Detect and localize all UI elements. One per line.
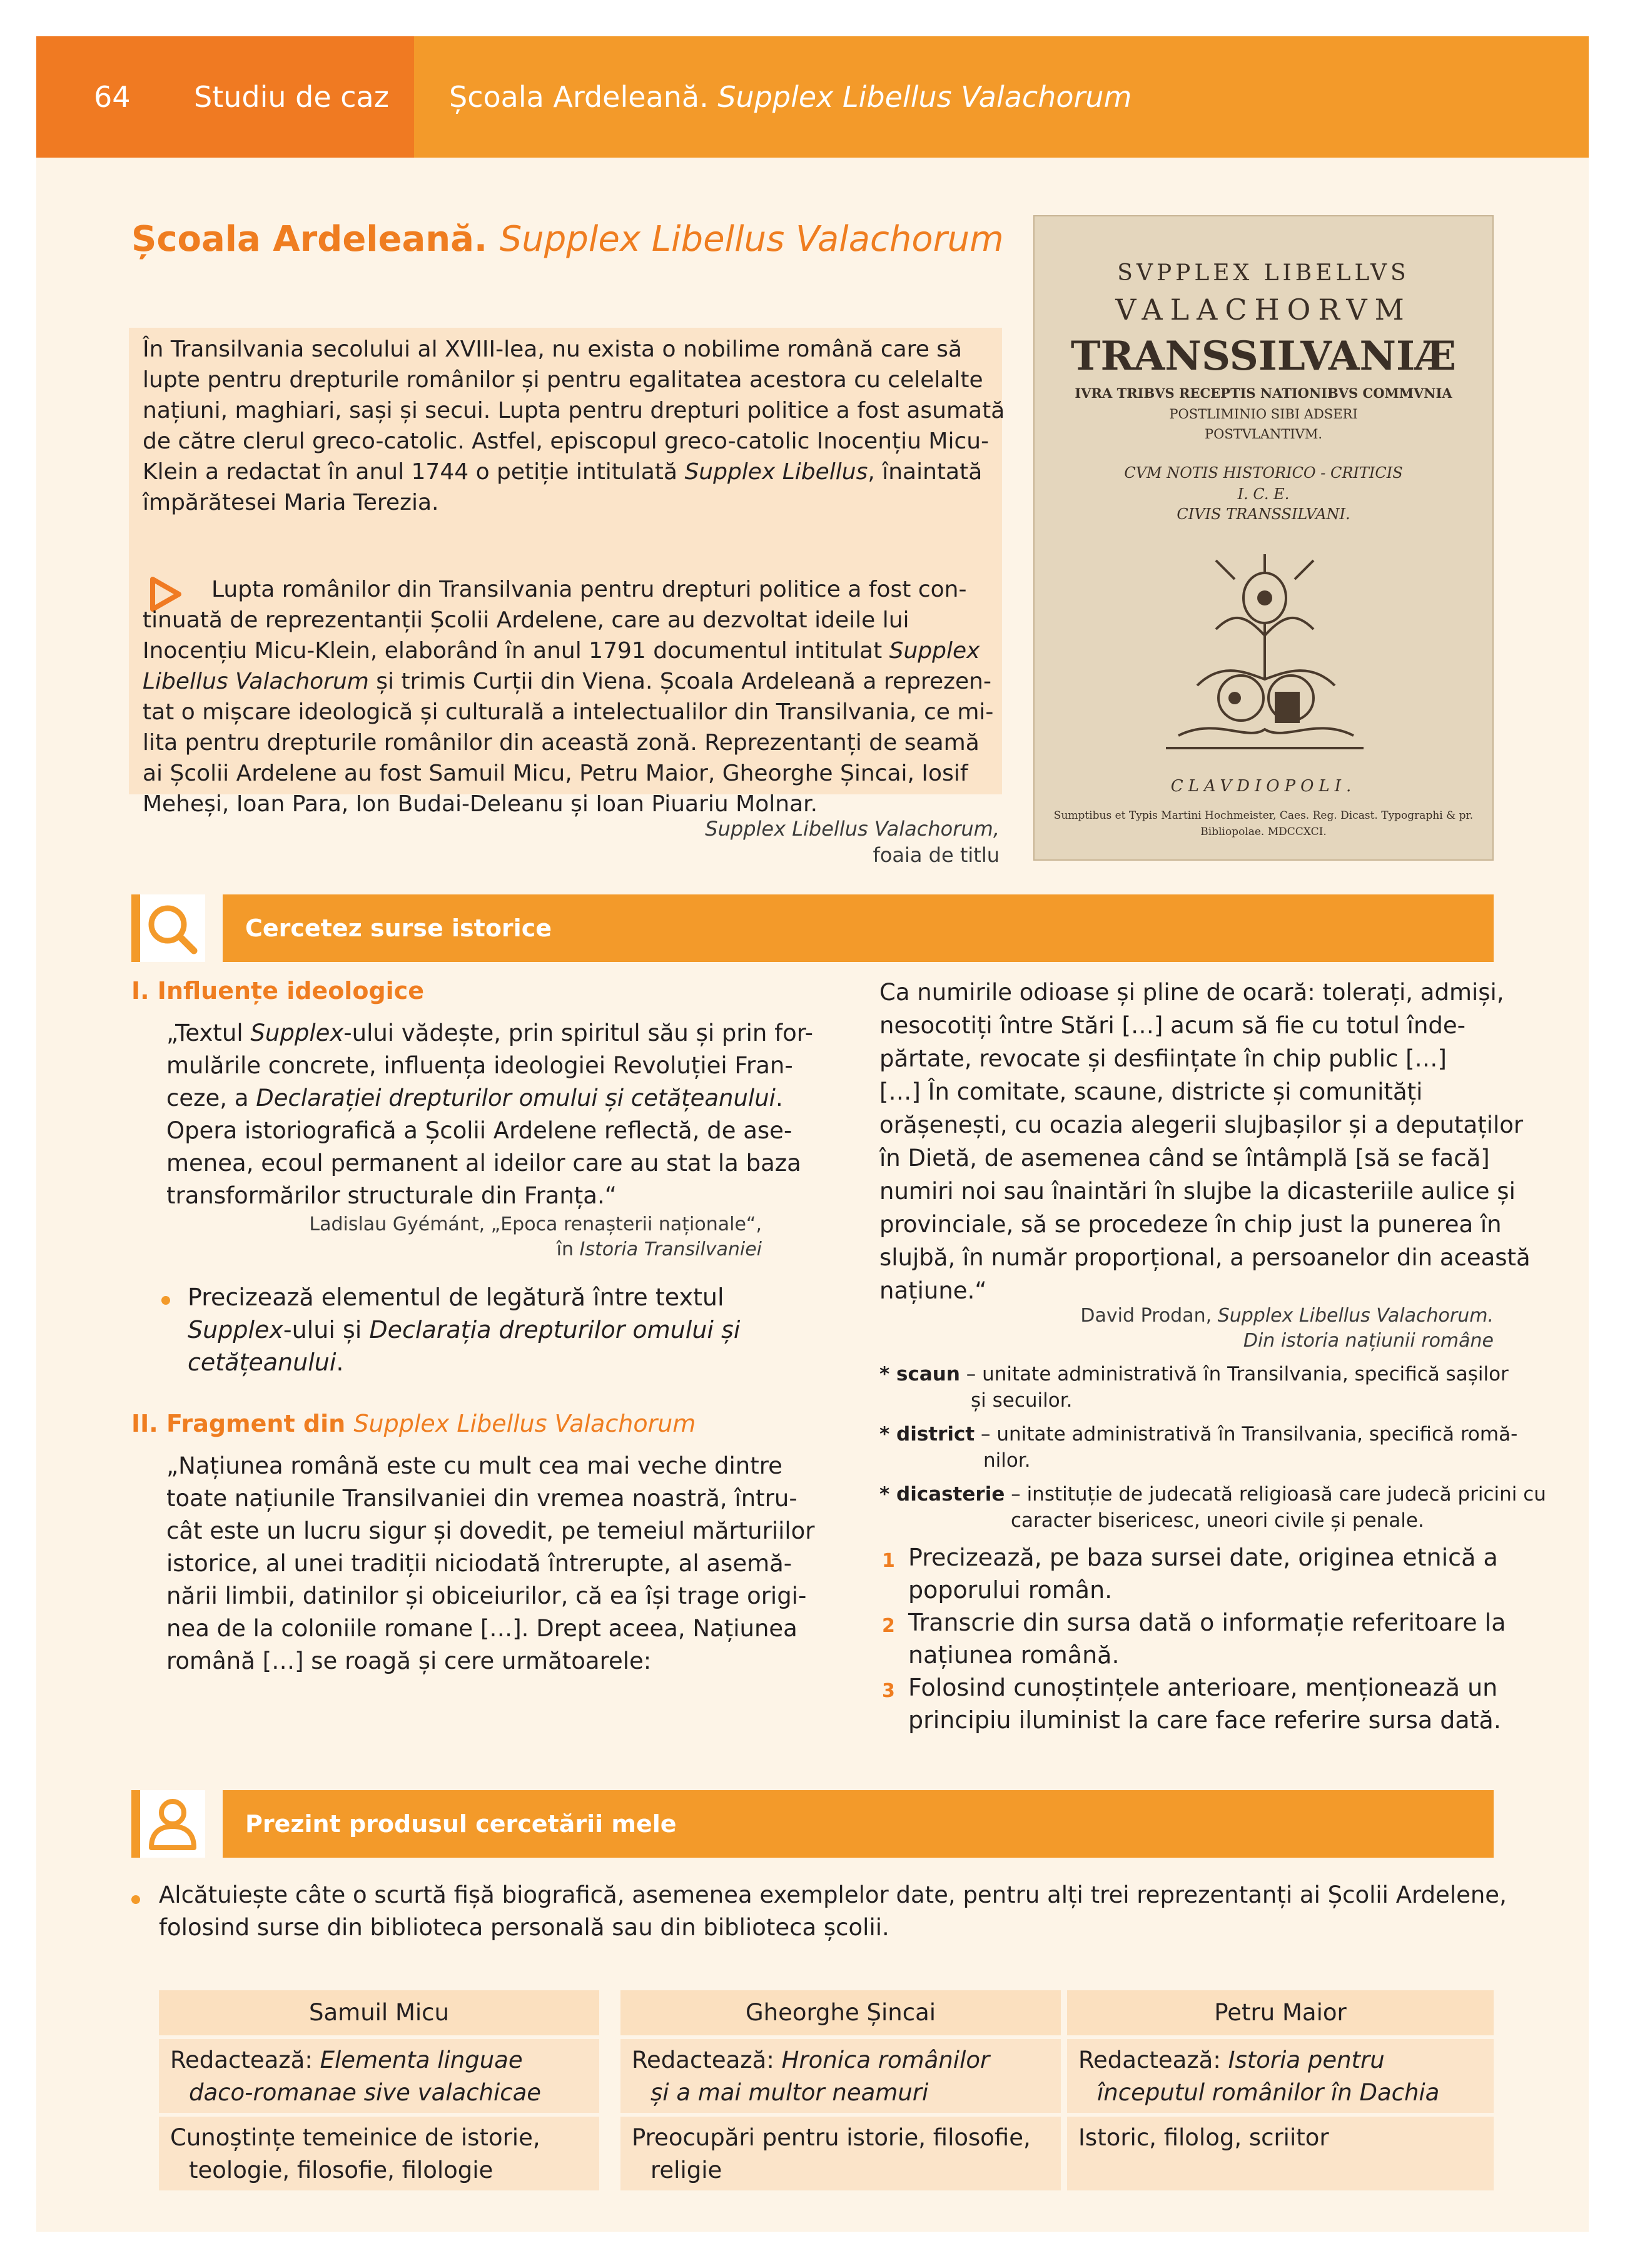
attribution-line: Din istoria națiunii române: [1243, 1330, 1494, 1352]
intro-paragraph-1: În Transilvania secolului al XVIII-lea, nu exista o nobilime română care să lupte pentru drepturile românilor și pentru egalitatea acestora cu celelalte națiuni, maghiari, sași și secui. Lupta pentru drepturi politice a fost asumată de către clerul greco-catolic. Astfel, episcopul greco-catolic Inocențiu Micu- Klein a redactat în anul 1744 o petiție intitulată Supplex Libellus, înaintată împărătesei Maria Terezia.: [143, 337, 1005, 515]
footnote-scaun: * scaun – unitate administrativă în Transilvania, specifică sașilor și secuilor.: [879, 1363, 1509, 1412]
final-task: Alcătuiește câte o scurtă fișă biografică, asemenea exemplelor date, pentru alți trei reprezentanți ai Școlii Ardelene, folosind surse din biblioteca personală sau din biblioteca școlii.: [159, 1881, 1507, 1941]
book-line: Bibliopolae. MDCCXCI.: [1200, 826, 1327, 838]
source-2-quote-continued: Ca numirile odioase și pline de ocară: tolerați, admiși, nesocotiți între Stări […] acum să fie cu totul înde- părtate, revocate și desființate în chip public […] […] În comitate, scaune, districte și comunități orășenești, cu ocazia alegerii slujbașilor și a deputaților în Dietă, de asemenea când se întâmplă [să se facă] numiri noi sau înaintări în slujbe la dicasteriile aulice și provinciale, să se procedeze în chip just la punerea în slujbă, în număr proporțional, a persoanelor din această națiune.“: [879, 979, 1531, 1304]
book-line: VALACHORVM: [1115, 293, 1412, 327]
attribution-line: David Prodan, Supplex Libellus Valachorum.: [1080, 1305, 1494, 1327]
section-bar-present: [131, 1790, 1494, 1858]
section-bar-research: [131, 894, 1494, 962]
table-cell-works: Redactează: Hronica românilor și a mai multor neamuri: [620, 2039, 1061, 2113]
source-2-attribution: [1080, 1304, 1494, 1354]
source-2-heading: II. Fragment din Supplex Libellus Valachorum: [131, 1410, 696, 1437]
page: [36, 36, 1589, 2232]
icon-box: [131, 1790, 205, 1858]
header-section: Studiu de caz: [194, 80, 389, 114]
book-line: POSTLIMINIO SIBI ADSERI: [1169, 407, 1358, 422]
question-number: 2: [882, 1615, 895, 1637]
book-line: CVM NOTIS HISTORICO - CRITICIS: [1124, 464, 1403, 482]
magnifier-icon: [140, 894, 205, 962]
book-line: I. C. E.: [1237, 485, 1290, 503]
header-title: Școala Ardeleană. Supplex Libellus Valachorum: [449, 80, 1132, 114]
question-number: 1: [882, 1550, 895, 1572]
table-cell-info: Preocupări pentru istorie, filosofie, religie: [620, 2117, 1061, 2190]
caption-title: Supplex Libellus Valachorum,: [705, 817, 1000, 841]
icon-box: [131, 894, 205, 962]
table-header-cell: Gheorghe Șincai: [620, 1990, 1061, 2035]
table-cell-works: Redactează: Istoria pentru începutul românilor în Dachia: [1067, 2039, 1494, 2113]
source-1-attribution: [309, 1212, 762, 1262]
question-number: 3: [882, 1680, 895, 1702]
engraving-illustration: [1141, 554, 1389, 761]
bullet-icon: [131, 1895, 140, 1904]
source-2-quote: „Națiunea română este cu mult cea mai veche dintre toate națiunile Transilvaniei din vremea noastră, întru- cât este un lucru sigur și dovedit, pe temeiul mărturiilor istorice, al unei tradiții niciodată întrerupte, al asemă- nării limbii, datinilor și obiceiurilor, că ea își trage origi- nea de la coloniile romane […]. Drept aceea, Națiunea română […] se roagă și cere următoarele:: [166, 1452, 815, 1674]
question-1: Precizează, pe baza sursei date, originea etnică a poporului român.: [908, 1544, 1498, 1604]
source-1-quote: „Textul Supplex-ului vădește, prin spiritul său și prin for- mulările concrete, influența ideologiei Revoluției Fran- ceze, a Declarației drepturilor omului și cetățeanului. Opera istoriografică a Școlii Ardelene reflectă, de ase- menea, ecoul permanent al ideilor care au stat la baza transformărilor structurale din Franța.“: [166, 1020, 813, 1209]
attribution-line: Ladislau Gyémánt, „Epoca renașterii naționale“,: [309, 1213, 762, 1235]
book-line: SVPPLEX LIBELLVS: [1117, 260, 1410, 286]
section-bar-label: Cercetez surse istorice: [245, 914, 552, 942]
book-title-page-image: [1033, 215, 1494, 861]
section-bar-label: Prezint produsul cercetării mele: [245, 1810, 677, 1838]
person-icon: [140, 1790, 205, 1858]
source-1-heading: I. Influențe ideologice: [131, 977, 424, 1005]
table-header-cell: Samuil Micu: [159, 1990, 599, 2035]
page-number: 64: [94, 80, 131, 114]
table-header-cell: Petru Maior: [1067, 1990, 1494, 2035]
footnote-dicasterie: * dicasterie – instituție de judecată religioasă care judecă pricini cu caracter bisericesc, uneori civile și penale.: [879, 1483, 1546, 1532]
page-title: Școala Ardeleană. Supplex Libellus Valachorum: [131, 219, 1004, 260]
intro-paragraph-2: Lupta românilor din Transilvania pentru drepturi politice a fost con- tinuată de reprezentanții Școlii Ardelene, care au dezvoltat ideile lui Inocențiu Micu-Klein, elaborând în anul 1791 documentul intitulat Supplex Libellus Valachorum și trimis Curții din Viena. Școala Ardeleană a reprezen- tat o mișcare ideologică și culturală a intelectualilor din Transilvania, ce mi- lita pentru drepturile românilor din această zonă. Reprezentanți de seamă ai Școlii Ardelene au fost Samuil Micu, Petru Maior, Gheorghe Șincai, Iosif Meheși, Ioan Para, Ion Budai-Deleanu și Ioan Piuariu Molnar.: [143, 577, 994, 817]
table-cell-info: Istoric, filolog, scriitor: [1067, 2117, 1494, 2190]
footnote-district: * district – unitate administrativă în Transilvania, specifică romă- nilor.: [879, 1423, 1518, 1472]
source-1-task: Precizează elementul de legătură între textul Supplex-ului și Declarația drepturilor omului și cetățeanului.: [188, 1283, 741, 1376]
table-cell-works: Redactează: Elementa linguae daco-romanae sive valachicae: [159, 2039, 599, 2113]
caption-text: foaia de titlu: [873, 843, 1000, 867]
page-header: [36, 36, 1589, 158]
image-caption: [705, 816, 1000, 868]
book-line: POSTVLANTIVM.: [1204, 427, 1323, 442]
book-line: Sumptibus et Typis Martini Hochmeister, Caes. Reg. Dicast. Typographi & pr.: [1053, 809, 1474, 822]
book-line: TRANSSILVANIÆ: [1070, 333, 1457, 380]
table-cell-info: Cunoștințe temeinice de istorie, teologie, filosofie, filologie: [159, 2117, 599, 2190]
book-line: CIVIS TRANSSILVANI.: [1177, 505, 1350, 523]
question-2: Transcrie din sursa dată o informație referitoare la națiunea română.: [908, 1609, 1506, 1669]
bullet-icon: [161, 1296, 170, 1305]
question-3: Folosind cunoștințele anterioare, menționează un principiu iluminist la care face referire sursa dată.: [908, 1674, 1501, 1734]
book-line: IVRA TRIBVS RECEPTIS NATIONIBVS COMMVNIA: [1075, 385, 1452, 401]
attribution-line: în Istoria Transilvaniei: [556, 1238, 762, 1260]
book-line: CLAVDIOPOLI.: [1170, 777, 1357, 796]
